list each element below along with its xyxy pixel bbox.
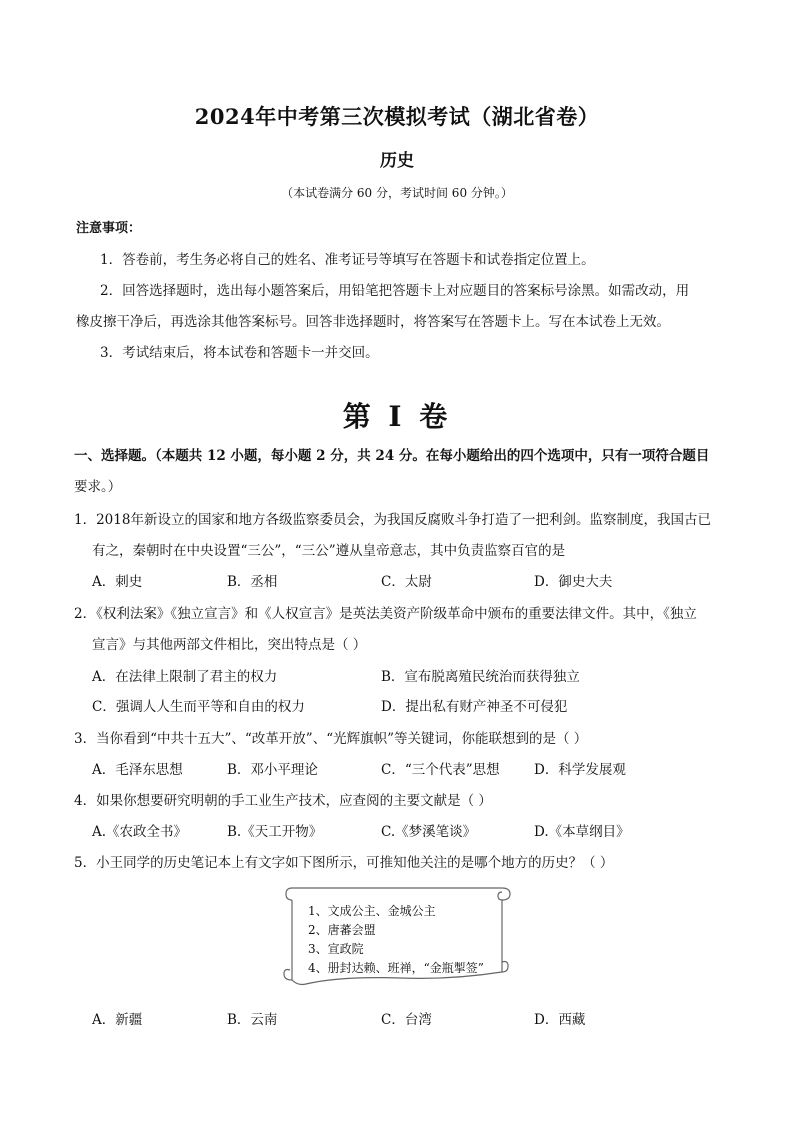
scroll-line-3: 3、宣政院	[308, 942, 364, 956]
q4-option-a: A.《农政全书》	[92, 824, 188, 840]
notice-item-2-line2: 橡皮擦干净后，再选涂其他答案标号。回答非选择题时，将答案写在答题卡上。写在本试卷上无效。	[76, 314, 670, 330]
exam-note: （本试卷满分 60 分，考试时间 60 分钟。）	[281, 186, 513, 200]
exam-title: 2024年中考第三次模拟考试（湖北省卷）	[194, 104, 600, 129]
q4-option-b: B.《天工开物》	[227, 824, 323, 840]
q4-option-d: D.《本草纲目》	[534, 824, 630, 840]
q1-option-a: A．刺史	[92, 574, 143, 590]
q1-option-d: D．御史大夫	[534, 574, 613, 590]
q3-option-a: A．毛泽东思想	[92, 762, 183, 778]
notice-item-3: 3．考试结束后，将本试卷和答题卡一并交回。	[100, 345, 379, 361]
notice-heading: 注意事项：	[76, 221, 142, 236]
q2-option-b: B．宣布脱离殖民统治而获得独立	[381, 669, 580, 685]
q5-option-c: C．台湾	[381, 1012, 432, 1028]
q3-option-c: C．“三个代表”思想	[381, 762, 500, 778]
history-note-scroll-figure	[280, 880, 515, 990]
q5-stem: 5．小王同学的历史笔记本上有文字如下图所示，可推知他关注的是哪个地方的历史？（ ）	[74, 855, 614, 871]
q3-option-b: B．邓小平理论	[227, 762, 318, 778]
scroll-line-2: 2、唐蕃会盟	[308, 923, 376, 937]
q2-stem-line1: 2．《权利法案》《独立宣言》和《人权宣言》是英法美资产阶级革命中颁布的重要法律文件。其中，《独立	[74, 606, 697, 622]
q2-stem-line2: 宣言》与其他两部文件相比，突出特点是（ ）	[92, 637, 367, 653]
subject-title: 历史	[380, 151, 414, 171]
part-title: 第 I 卷	[342, 400, 452, 433]
q3-stem: 3．当你看到“中共十五大”、“改革开放”、“光辉旗帜”等关键词，你能联想到的是（ ）	[74, 731, 588, 747]
q1-stem-line1: 1．2018年新设立的国家和地方各级监察委员会，为我国反腐败斗争打造了一把利剑。监察制度，我国古已	[74, 512, 711, 528]
section-heading-line2: 要求。）	[74, 479, 122, 495]
section-heading-line1: 一、选择题。（本题共 12 小题，每小题 2 分，共 24 分。在每小题给出的四个选项中，只有一项符合题目	[74, 448, 710, 464]
q4-stem: 4．如果你想要研究明朝的手工业生产技术，应查阅的主要文献是（ ）	[74, 793, 492, 809]
q2-option-a: A．在法律上限制了君主的权力	[92, 669, 278, 685]
q3-option-d: D．科学发展观	[534, 762, 626, 778]
notice-item-1: 1．答卷前，考生务必将自己的姓名、准考证号等填写在答题卡和试卷指定位置上。	[100, 252, 595, 268]
q1-stem-line2: 有之，秦朝时在中央设置“三公”，“三公”遵从皇帝意志，其中负责监察百官的是	[92, 543, 566, 559]
q5-option-d: D．西藏	[534, 1012, 586, 1028]
q4-option-c: C.《梦溪笔谈》	[381, 824, 477, 840]
q2-option-c: C．强调人人生而平等和自由的权力	[92, 699, 305, 715]
scroll-line-4: 4、册封达赖、班禅，“金瓶掣签”	[308, 961, 484, 975]
q5-option-a: A．新疆	[92, 1012, 143, 1028]
q2-option-d: D．提出私有财产神圣不可侵犯	[381, 699, 568, 715]
q5-option-b: B．云南	[227, 1012, 278, 1028]
scroll-line-1: 1、文成公主、金城公主	[308, 904, 436, 918]
notice-item-2-line1: 2．回答选择题时，选出每小题答案后，用铅笔把答题卡上对应题目的答案标号涂黑。如需改动，用	[100, 283, 690, 299]
q1-option-b: B．丞相	[227, 574, 278, 590]
q1-option-c: C．太尉	[381, 574, 432, 590]
